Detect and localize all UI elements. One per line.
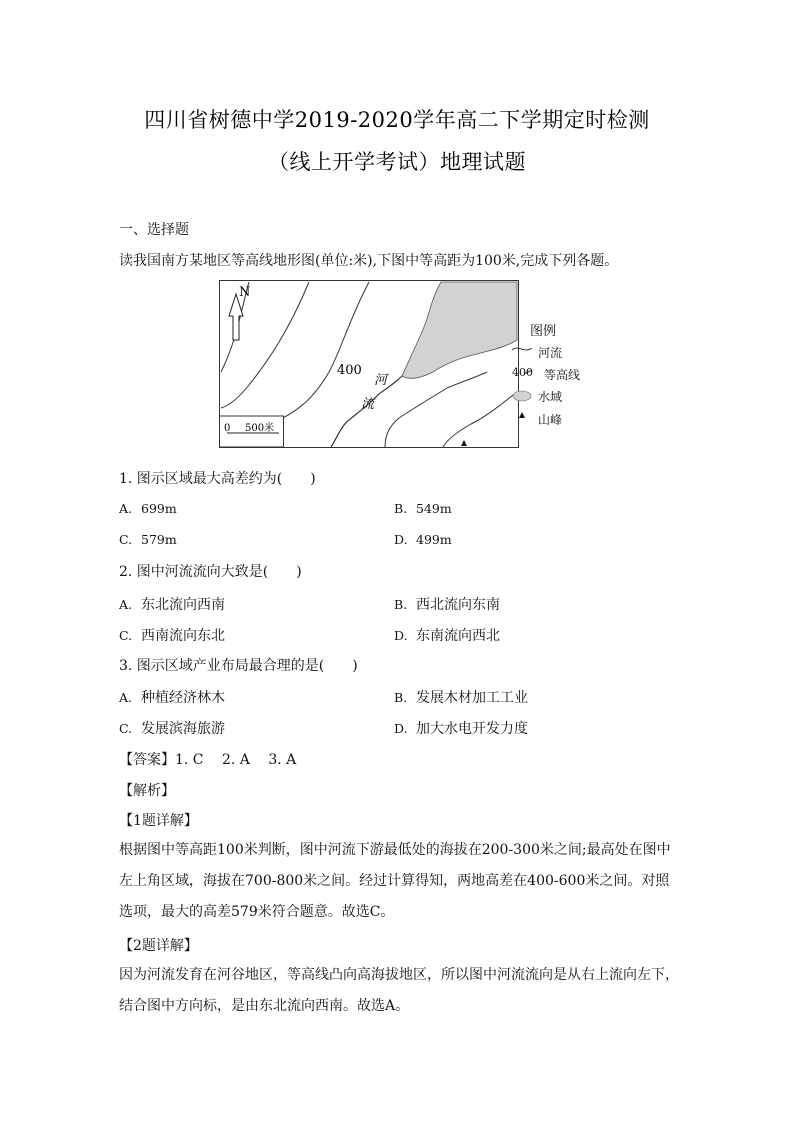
question-stem: 2. 图中河流流向大致是( ) [119, 564, 302, 580]
option-text: 东南流向西北 [416, 628, 500, 644]
option-key: C. [119, 721, 133, 736]
legend-river: 河流 [538, 346, 563, 360]
option-item [119, 594, 225, 614]
option-key: A. [119, 597, 133, 612]
question-intro: 读我国南方某地区等高线地形图(单位:米),下图中等高距为100米,完成下列各题。 [119, 253, 619, 269]
option-item [119, 625, 225, 645]
river-text-1: 河 [374, 373, 388, 388]
option-item [394, 594, 500, 614]
detail-2-heading: 【2题详解】 [119, 938, 198, 954]
option-key: D. [394, 721, 408, 736]
option-item [394, 625, 500, 645]
option-key: D. [394, 532, 408, 547]
document-title-line1: 四川省树德中学2019-2020学年高二下学期定时检测 [144, 108, 650, 132]
option-item [119, 687, 225, 707]
detail-1-text: 根据图中等高距100米判断，图中河流下游最低处的海拔在200-300米之间;最高处在图中左上角区域，海拔在700-800米之间。经过计算得知，两地高差在400-600米之间。对照选项，最大的高差579米符合题意。故选C。 [119, 842, 671, 920]
option-text: 加大水电开发力度 [416, 721, 528, 737]
option-text: 发展滨海旅游 [141, 721, 225, 737]
map-legend [510, 318, 600, 433]
scale-value: 500米 [245, 423, 275, 434]
legend-title: 图例 [530, 324, 557, 339]
option-text: 东北流向西南 [141, 597, 225, 613]
question-stem: 1. 图示区域最大高差约为( ) [119, 471, 316, 487]
option-text: 499m [416, 532, 452, 547]
option-text: 549m [416, 501, 452, 516]
legend-symbols [510, 340, 540, 450]
option-item [119, 718, 225, 738]
option-key: A. [119, 690, 133, 705]
option-key: B. [394, 501, 408, 516]
option-item [394, 718, 528, 738]
option-item [394, 501, 452, 516]
option-text: 579m [141, 532, 177, 547]
option-text: 699m [141, 501, 177, 516]
legend-water-icon [513, 391, 531, 401]
option-text: 西北流向东南 [416, 597, 500, 613]
detail-1-heading: 【1题详解】 [119, 813, 198, 829]
option-item [394, 532, 452, 547]
option-key: C. [119, 628, 133, 643]
option-key: C. [119, 532, 133, 547]
question-stem: 3. 图示区域产业布局最合理的是( ) [119, 658, 358, 674]
option-text: 西南流向东北 [141, 628, 225, 644]
option-item [394, 687, 528, 707]
option-key: D. [394, 628, 408, 643]
river-text-2: 流 [361, 397, 375, 412]
option-key: A. [119, 501, 133, 516]
answer-line: 【答案】1. C 2. A 3. A [119, 752, 297, 768]
option-key: B. [394, 597, 408, 612]
option-text: 种植经济林木 [141, 690, 225, 706]
option-item [119, 532, 177, 547]
legend-contour: 等高线 [544, 368, 581, 382]
option-item [119, 501, 177, 516]
north-label: N [239, 285, 251, 300]
option-text: 发展木材加工工业 [416, 690, 528, 706]
legend-water: 水域 [538, 390, 563, 404]
section-heading: 一、选择题 [119, 222, 189, 238]
legend-river-icon [512, 348, 532, 350]
scale-zero: 0 [224, 423, 231, 434]
legend-peak: 山峰 [538, 413, 563, 427]
document-title-line2: （线上开学考试）地理试题 [268, 150, 526, 174]
contour-map [219, 280, 519, 448]
analysis-heading: 【解析】 [119, 783, 175, 799]
legend-peak-icon [519, 412, 525, 418]
detail-2-text: 因为河流发育在河谷地区，等高线凸向高海拔地区，所以图中河流流向是从右上流向左下，结合图中方向标，是由东北流向西南。故选A。 [119, 967, 679, 1014]
option-key: B. [394, 690, 408, 705]
contour-label-400: 400 [337, 363, 362, 378]
legend-contour-number: 400 [512, 366, 533, 379]
